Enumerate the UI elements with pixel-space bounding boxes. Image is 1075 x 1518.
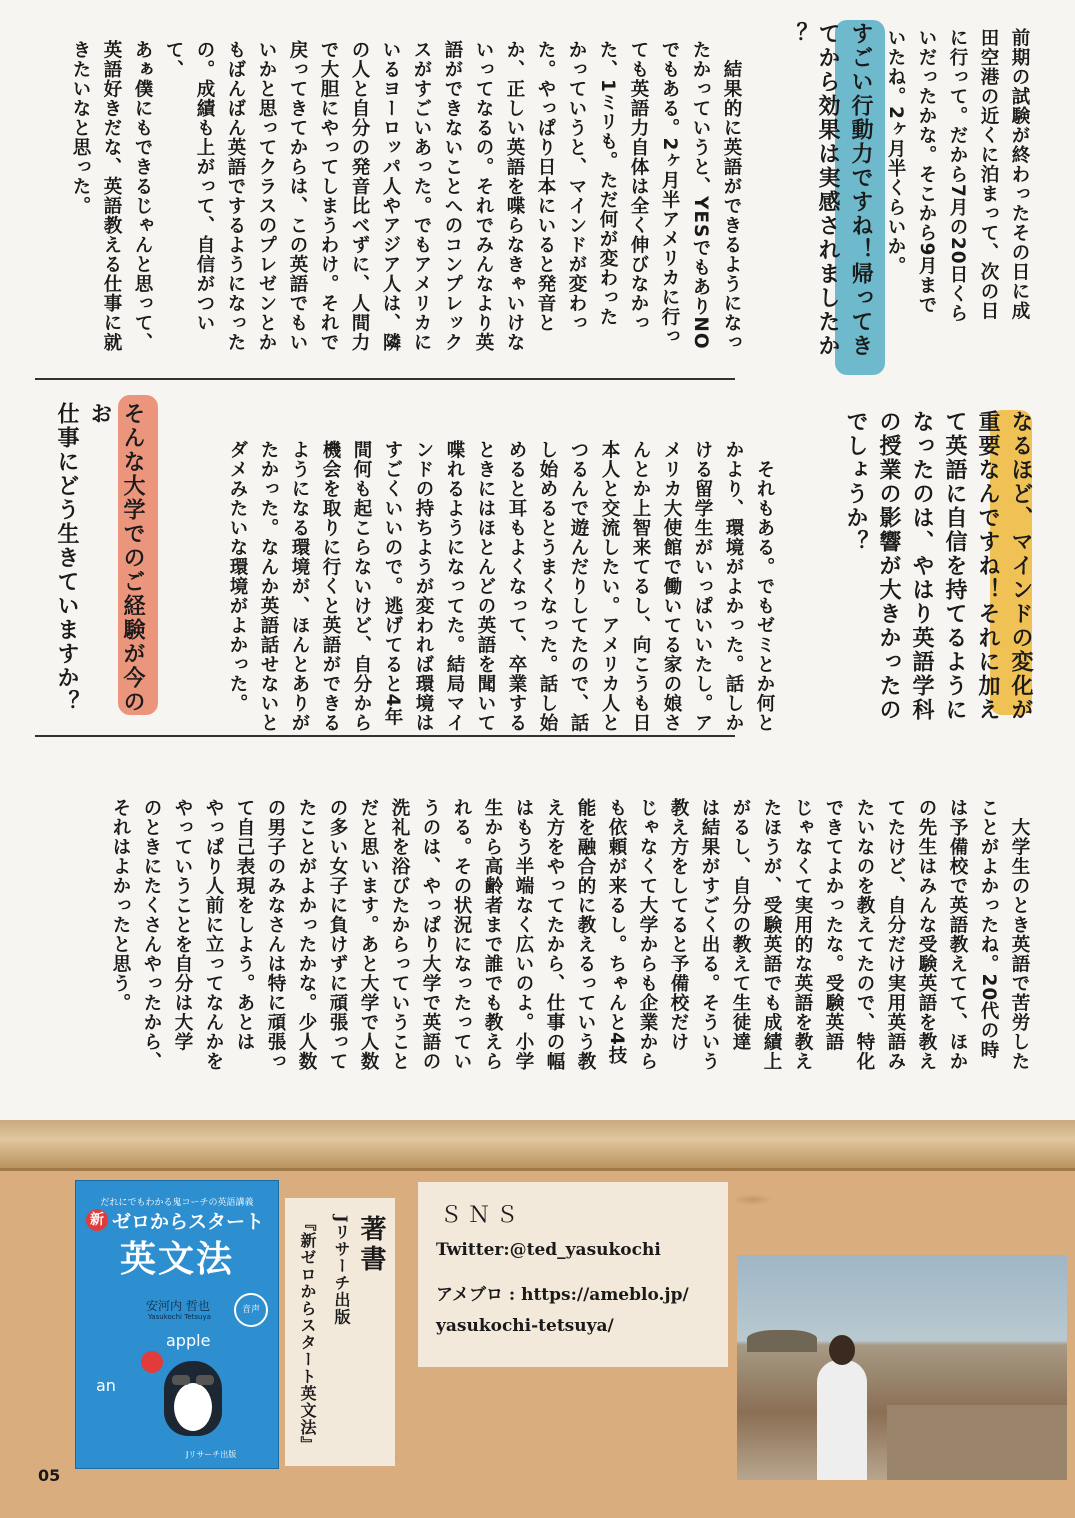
page-number: 05	[38, 1466, 61, 1485]
book-cover-image	[75, 1180, 279, 1469]
book-word-apple: apple	[166, 1331, 211, 1350]
author-card-heading: 著書	[356, 1215, 386, 1275]
book-tagline: だれにでもわかる鬼コーチの英語講義	[100, 1198, 254, 1208]
sns-card	[418, 1182, 728, 1367]
photo-mesa-shape	[747, 1330, 817, 1352]
book-title-2: 英文法	[119, 1239, 234, 1280]
book-title-1: ゼロからスタート	[112, 1211, 265, 1233]
article-column-1: 前期の試験が終わったその日に成 田空港の近くに泊まって、次の日 に行って。だから7月の20日くら いだったかな。そこから9月まで いたね。2ヶ月半くらいか。	[885, 28, 1030, 324]
article-column-2: 結果的に英語ができるようになっ たかっていうと、YESでもありNO でもある。2ヶ月半アメリカに行っ ても英語力自体は全く伸びなかっ た、1ミリも。ただ何が変わった かっていうと、マインドが変わっ た。やっぱり日本にいると発音と か、正しい英語を喋らなきゃいけな いってなるの。それでみんなより英 語ができないことへのコンプレック スがすごいあった。でもアメリカに いるヨーロッパ人やアジア人は、隣 の人と自分の発音比べずに、人間力 で大胆にやってしまうわけ。それで 戻ってきてからは、この英語でもい いかと思ってクラスのプレゼンとか もばんばん英語でするようになった の。成績も上がって、自信がついて、 あぁ僕にもできるじゃんと思って、 英語好きだな、英語教える仕事に就 きたいなと思った。	[70, 40, 742, 352]
twitter-handle[interactable]: Twitter:@ted_yasukochi	[436, 1240, 661, 1260]
photo-person-shape	[817, 1360, 867, 1480]
apple-icon	[141, 1351, 163, 1373]
photo-person-head	[829, 1335, 855, 1365]
question-1-heading: すごい行動力ですね！帰ってき てから効果は実感されましたか ？	[782, 22, 873, 358]
ameblo-link-line-1[interactable]: アメブロ : https://ameblo.jp/	[436, 1285, 689, 1305]
photo-rock-wall	[887, 1405, 1067, 1480]
article-column-4: 大学生のとき英語で苦労した ことがよかったね。20代の時 は予備校で英語教えてて、ほか の先生はみんな受験英語を教え てたけど、自分だけ実用英語み たいなのを教えてたので、特化 できてよかったな。受験英語 じゃなくて実用的な英語を教え たほうが、受験英語でも成績上 がるし、自分の教えて生徒達 は結果がすごく出る。そういう 教え方をしてると予備校だけ じゃなくて大学からも企業から も依頼が来るし。ちゃんと4技 能を融合的に教えるっていう教 え方をやってたから、仕事の幅 はもう半端なく広いのよ。小学 生から高齢者まで誰でも教えら れる。その状況になったってい うのは、やっぱり大学で英語の 洗礼を浴びたからっていうこと だと思います。あと大学で人数 の多い女子に負けずに頑張って たことがよかったかな。少人数 の男子のみなさんは特に頑張っ て自己表現をしよう。あとは やっぱり人前に立ってなんかを やっていうことを自分は大学 のときにたくさんやったから、 それはよかったと思う。	[110, 798, 1030, 1071]
penguin-mascot-icon	[164, 1361, 222, 1436]
book-author-en: Yasukochi Tetsuya	[148, 1313, 211, 1321]
book-illustration-area	[86, 1331, 268, 1446]
book-audio-badge: 音声	[234, 1293, 268, 1327]
book-publisher: Jリサーチ出版	[186, 1450, 237, 1459]
author-card-publisher: Jリサーチ出版	[332, 1215, 351, 1326]
ameblo-link-line-2[interactable]: yasukochi-tetsuya/	[436, 1316, 614, 1336]
book-author: 安河内 哲也	[146, 1299, 210, 1313]
divider-lower	[35, 735, 735, 737]
book-new-mark: 新	[86, 1209, 108, 1231]
question-2-heading: なるほど、マインドの変化が 重要なんですね！それに加え て英語に自信を持てるように なったのは、やはり英語学科 の授業の影響が大きかったの でしょうか？	[843, 410, 1033, 722]
wood-plank	[0, 1120, 1075, 1171]
sns-heading: ＳＮＳ	[440, 1203, 525, 1228]
book-word-an: an	[96, 1376, 116, 1395]
divider-upper	[35, 378, 735, 380]
author-card-book-title: 『新ゼロからスタート英文法』	[298, 1215, 317, 1453]
author-photo	[737, 1255, 1067, 1480]
article-column-3: それもある。でもゼミとか何と かより、環境がよかった。話しか ける留学生がいっぱいいたし。ア メリカ大使館で働いてる家の娘さ んとか上智来てるし、向こうも日 本人と交流したい。アメリカ人と つるんで遊んだりしてたので、話 し始めるとうまくなった。話し始 めると耳もよくなって、卒業する ときにはほとんどの英語を聞いて 喋れるようになってた。結局マイ ンドの持ちようが変われば環境は すごくいいので。逃げてると4年 間何も起こらないけど、自分から 機会を取りに行くと英語ができる ようになる環境が、ほんとありが たかった。なんか英語話せないと ダメみたいな環境がよかった。	[227, 440, 775, 733]
question-3-heading: そんな大学でのご経験が今のお 仕事にどう生きていますか？	[54, 402, 145, 714]
